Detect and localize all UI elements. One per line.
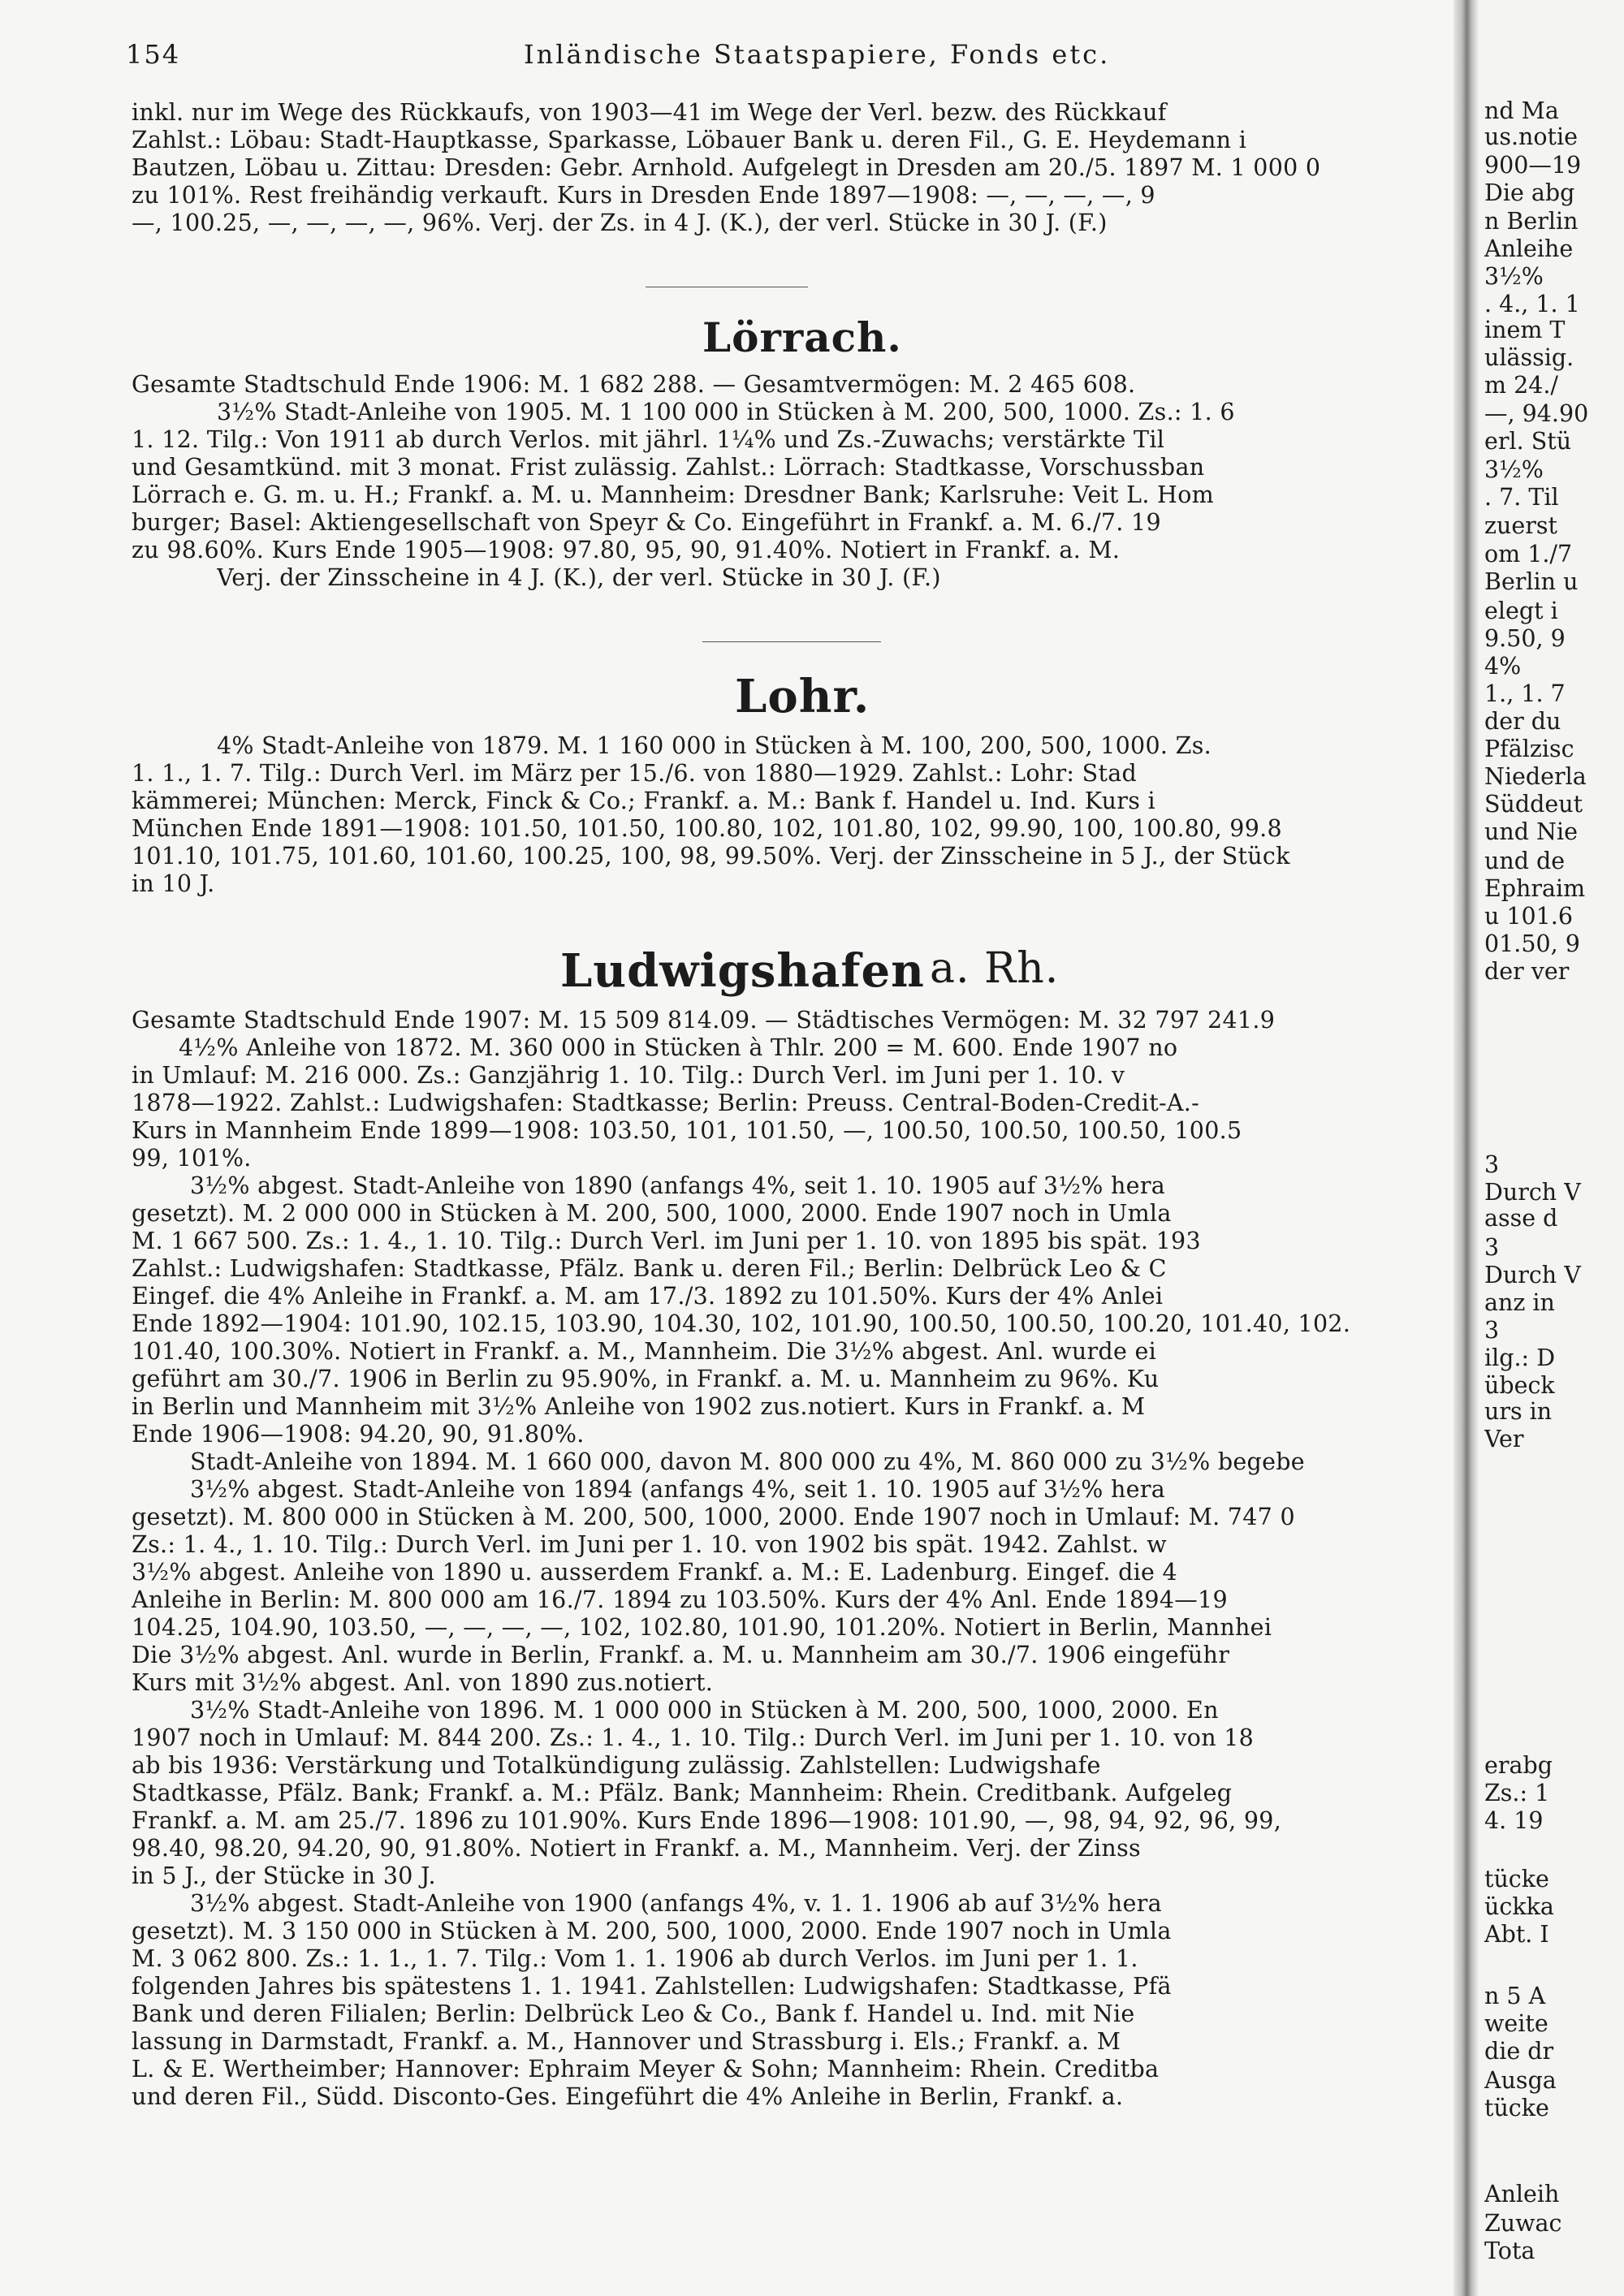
facing-page-fragment: Anleihe <box>1484 235 1574 262</box>
city-heading-loerrach: Lörrach. <box>702 313 902 361</box>
ludwigshafen-line: folgenden Jahres bis spätestens 1. 1. 1941. Zahlstellen: Ludwigshafen: Stadtkasse, Pfä <box>132 1973 1172 2000</box>
city-heading-ludwigshafen: Ludwigshafen <box>560 944 925 998</box>
loerrach-line: und Gesamtkünd. mit 3 monat. Frist zulässig. Zahlst.: Lörrach: Stadtkasse, Vorschussban <box>132 454 1205 481</box>
facing-page-fragment: erl. Stü <box>1484 428 1572 455</box>
facing-page-fragment: der ver <box>1484 958 1570 985</box>
facing-page-fragment: Die abg <box>1484 179 1575 206</box>
facing-page-fragment: zuerst <box>1484 512 1557 539</box>
page-number: 154 <box>126 39 181 70</box>
facing-page-fragment: Zs.: 1 <box>1484 1780 1550 1806</box>
ludwigshafen-line: in Umlauf: M. 216 000. Zs.: Ganzjährig 1. 10. Tilg.: Durch Verl. im Juni per 1. 10. v <box>132 1062 1125 1089</box>
ludwigshafen-line: Gesamte Stadtschuld Ende 1907: M. 15 509 814.09. — Städtisches Vermögen: M. 32 797 241.9 <box>132 1007 1276 1034</box>
facing-page-fragment: tücke <box>1484 2095 1549 2121</box>
loerrach-line: Lörrach e. G. m. u. H.; Frankf. a. M. u. Mannheim: Dresdner Bank; Karlsruhe: Veit L. Hom <box>132 481 1214 508</box>
facing-page-margin <box>1479 0 1624 2296</box>
ludwigshafen-line: 104.25, 104.90, 103.50, —, —, —, —, 102, 102.80, 101.90, 101.20%. Notiert in Berlin, Mannhei <box>132 1614 1272 1641</box>
ludwigshafen-line: Frankf. a. M. am 25./7. 1896 zu 101.90%. Kurs Ende 1896—1908: 101.90, —, 98, 94, 92, 96, 99, <box>132 1807 1282 1834</box>
facing-page-fragment: 9.50, 9 <box>1484 625 1566 652</box>
loerrach-line: Gesamte Stadtschuld Ende 1906: M. 1 682 288. — Gesamtvermögen: M. 2 465 608. <box>132 371 1136 398</box>
ludwigshafen-line: 3½% abgest. Stadt-Anleihe von 1900 (anfangs 4%, v. 1. 1. 1906 ab auf 3½% hera <box>190 1890 1162 1917</box>
ludwigshafen-line: 4½% Anleihe von 1872. M. 360 000 in Stücken à Thlr. 200 = M. 600. Ende 1907 no <box>179 1034 1178 1061</box>
facing-page-fragment: inem T <box>1484 317 1566 343</box>
lohr-line: 101.10, 101.75, 101.60, 101.60, 100.25, 100, 98, 99.50%. Verj. der Zinsscheine in 5 J., der Stück <box>132 843 1290 870</box>
running-header: Inländische Staatspapiere, Fonds etc. <box>524 39 1111 70</box>
ludwigshafen-line: 3½% abgest. Stadt-Anleihe von 1894 (anfangs 4%, seit 1. 10. 1905 auf 3½% hera <box>190 1476 1166 1503</box>
facing-page-fragment: u 101.6 <box>1484 903 1574 930</box>
facing-page-fragment: us.notie <box>1484 123 1578 150</box>
ludwigshafen-line: Zs.: 1. 4., 1. 10. Tilg.: Durch Verl. im Juni per 1. 10. von 1902 bis spät. 1942. Zahlst. w <box>132 1531 1167 1558</box>
ludwigshafen-line: Ende 1892—1904: 101.90, 102.15, 103.90, 104.30, 102, 101.90, 100.50, 100.50, 100.20, 101.40, 102. <box>132 1310 1351 1337</box>
facing-page-fragment: erabg <box>1484 1752 1553 1779</box>
ludwigshafen-line: Die 3½% abgest. Anl. wurde in Berlin, Frankf. a. M. u. Mannheim am 30./7. 1906 eingeführ <box>132 1642 1230 1668</box>
facing-page-fragment: —, 94.90 <box>1484 400 1589 427</box>
facing-page-fragment: Ausga <box>1484 2067 1557 2094</box>
city-heading-lohr: Lohr. <box>735 670 870 723</box>
ludwigshafen-line: 98.40, 98.20, 94.20, 90, 91.80%. Notiert in Frankf. a. M., Mannheim. Verj. der Zinss <box>132 1835 1141 1862</box>
ludwigshafen-line: gesetzt). M. 3 150 000 in Stücken à M. 200, 500, 1000, 2000. Ende 1907 noch in Umla <box>132 1918 1172 1944</box>
ludwigshafen-line: 3½% Stadt-Anleihe von 1896. M. 1 000 000 in Stücken à M. 200, 500, 1000, 2000. En <box>190 1697 1219 1724</box>
facing-page-fragment: . 4., 1. 1 <box>1484 291 1580 317</box>
intro-line: —, 100.25, —, —, —, —, 96%. Verj. der Zs. in 4 J. (K.), der verl. Stücke in 30 J. (F.) <box>132 209 1108 236</box>
facing-page-fragment: m 24./ <box>1484 372 1559 399</box>
ludwigshafen-line: M. 3 062 800. Zs.: 1. 1., 1. 7. Tilg.: Vom 1. 1. 1906 ab durch Verlos. im Juni per 1. 1. <box>132 1945 1138 1972</box>
intro-line: Bautzen, Löbau u. Zittau: Dresden: Gebr. Arnhold. Aufgelegt in Dresden am 20./5. 1897 M. 1 000 0 <box>132 154 1321 181</box>
loerrach-line: burger; Basel: Aktiengesellschaft von Speyr & Co. Eingeführt in Frankf. a. M. 6./7. 19 <box>132 509 1161 536</box>
ludwigshafen-line: Ende 1906—1908: 94.20, 90, 91.80%. <box>132 1421 585 1448</box>
facing-page-fragment: und Nie <box>1484 818 1578 845</box>
facing-page-fragment: 900—19 <box>1484 152 1582 179</box>
facing-page-fragment: asse d <box>1484 1205 1558 1232</box>
lohr-line: in 10 J. <box>132 870 215 897</box>
facing-page-fragment: Ephraim <box>1484 875 1586 902</box>
ludwigshafen-line: Zahlst.: Ludwigshafen: Stadtkasse, Pfälz. Bank u. deren Fil.; Berlin: Delbrück Leo & C <box>132 1255 1167 1282</box>
facing-page-fragment: ilg.: D <box>1484 1344 1556 1371</box>
facing-page-fragment: urs in <box>1484 1398 1553 1425</box>
ludwigshafen-line: ab bis 1936: Verstärkung und Totalkündigung zulässig. Zahlstellen: Ludwigshafe <box>132 1752 1101 1779</box>
ludwigshafen-line: gesetzt). M. 800 000 in Stücken à M. 200, 500, 1000, 2000. Ende 1907 noch in Umlauf: M. 747 0 <box>132 1504 1295 1530</box>
facing-page-fragment: n Berlin <box>1484 208 1579 235</box>
intro-line: zu 101%. Rest freihändig verkauft. Kurs in Dresden Ende 1897—1908: —, —, —, —, 9 <box>132 182 1155 209</box>
ludwigshafen-line: Stadtkasse, Pfälz. Bank; Frankf. a. M.: Pfälz. Bank; Mannheim: Rhein. Creditbank. Aufgeleg <box>132 1780 1233 1806</box>
lohr-line: kämmerei; München: Merck, Finck & Co.; Frankf. a. M.: Bank f. Handel u. Ind. Kurs i <box>132 788 1155 814</box>
facing-page-fragment: Ver <box>1484 1426 1524 1452</box>
ludwigshafen-line: und deren Fil., Südd. Disconto-Ges. Eingeführt die 4% Anleihe in Berlin, Frankf. a. <box>132 2083 1124 2110</box>
facing-page-fragment: 4. 19 <box>1484 1807 1544 1834</box>
facing-page-fragment: Abt. I <box>1484 1921 1549 1948</box>
facing-page-fragment: der du <box>1484 708 1561 735</box>
intro-line: Zahlst.: Löbau: Stadt-Hauptkasse, Sparkasse, Löbauer Bank u. deren Fil., G. E. Heydemann i <box>132 127 1247 153</box>
ludwigshafen-line: 101.40, 100.30%. Notiert in Frankf. a. M., Mannheim. Die 3½% abgest. Anl. wurde ei <box>132 1338 1157 1365</box>
ludwigshafen-line: geführt am 30./7. 1906 in Berlin zu 95.90%, in Frankf. a. M. u. Mannheim zu 96%. Ku <box>132 1366 1160 1392</box>
facing-page-fragment: ulässig. <box>1484 344 1574 371</box>
facing-page-fragment: 1., 1. 7 <box>1484 680 1566 707</box>
ludwigshafen-line: Anleihe in Berlin: M. 800 000 am 16./7. 1894 zu 103.50%. Kurs der 4% Anl. Ende 1894—19 <box>132 1586 1228 1613</box>
facing-page-fragment: Durch V <box>1484 1179 1581 1206</box>
facing-page-fragment: anz in <box>1484 1289 1555 1316</box>
facing-page-fragment: Süddeut <box>1484 791 1583 818</box>
ludwigshafen-line: 3½% abgest. Stadt-Anleihe von 1890 (anfangs 4%, seit 1. 10. 1905 auf 3½% hera <box>190 1172 1166 1199</box>
facing-page-fragment: nd Ma <box>1484 97 1559 124</box>
facing-page-fragment: . 7. Til <box>1484 484 1559 511</box>
facing-page-fragment: Berlin u <box>1484 568 1579 595</box>
facing-page-fragment: 3½% <box>1484 263 1544 290</box>
facing-page-fragment: tücke <box>1484 1866 1549 1892</box>
ludwigshafen-line: gesetzt). M. 2 000 000 in Stücken à M. 200, 500, 1000, 2000. Ende 1907 noch in Umla <box>132 1200 1172 1227</box>
lohr-line: München Ende 1891—1908: 101.50, 101.50, 100.80, 102, 101.80, 102, 99.90, 100, 100.80, 99.8 <box>132 815 1282 842</box>
ludwigshafen-line: 99, 101%. <box>132 1145 252 1172</box>
ludwigshafen-line: in Berlin und Mannheim mit 3½% Anleihe von 1902 zus.notiert. Kurs in Frankf. a. M <box>132 1393 1146 1420</box>
facing-page-fragment: 3 <box>1484 1317 1500 1344</box>
facing-page-fragment: 3 <box>1484 1234 1500 1261</box>
loerrach-line: zu 98.60%. Kurs Ende 1905—1908: 97.80, 95, 90, 91.40%. Notiert in Frankf. a. M. <box>132 537 1121 563</box>
ludwigshafen-line: Bank und deren Filialen; Berlin: Delbrück Leo & Co., Bank f. Handel u. Ind. mit Nie <box>132 2000 1135 2027</box>
loerrach-line: 1. 12. Tilg.: Von 1911 ab durch Verlos. mit jährl. 1¼% und Zs.-Zuwachs; verstärkte Til <box>132 426 1165 453</box>
ludwigshafen-line: in 5 J., der Stücke in 30 J. <box>132 1862 436 1889</box>
facing-page-fragment: n 5 A <box>1484 1983 1546 2009</box>
facing-page-fragment: Niederla <box>1484 763 1587 790</box>
facing-page-fragment: Anleih <box>1484 2181 1560 2208</box>
ludwigshafen-line: Stadt-Anleihe von 1894. M. 1 660 000, davon M. 800 000 zu 4%, M. 860 000 zu 3½% begebe <box>190 1448 1305 1475</box>
loerrach-line: 3½% Stadt-Anleihe von 1905. M. 1 100 000 in Stücken à M. 200, 500, 1000. Zs.: 1. 6 <box>217 399 1235 425</box>
ludwigshafen-line: lassung in Darmstadt, Frankf. a. M., Hannover und Strassburg i. Els.; Frankf. a. M <box>132 2028 1121 2055</box>
facing-page-fragment: 4% <box>1484 653 1522 680</box>
loerrach-line: Verj. der Zinsscheine in 4 J. (K.), der verl. Stücke in 30 J. (F.) <box>217 564 941 591</box>
facing-page-fragment: Zuwac <box>1484 2210 1562 2237</box>
facing-page-fragment: om 1./7 <box>1484 541 1573 568</box>
facing-page-fragment: Pfälzisc <box>1484 736 1574 762</box>
ludwigshafen-line: M. 1 667 500. Zs.: 1. 4., 1. 10. Tilg.: Durch Verl. im Juni per 1. 10. von 1895 bis spät. 193 <box>132 1228 1201 1254</box>
facing-page-fragment: elegt i <box>1484 598 1558 624</box>
book-gutter <box>1453 0 1478 2296</box>
ludwigshafen-line: 1907 noch in Umlauf: M. 844 200. Zs.: 1. 4., 1. 10. Tilg.: Durch Verl. im Juni per 1. 10. von 18 <box>132 1724 1255 1751</box>
facing-page-fragment: weite <box>1484 2010 1548 2037</box>
ludwigshafen-line: 3½% abgest. Anleihe von 1890 u. ausserdem Frankf. a. M.: E. Ladenburg. Eingef. die 4 <box>132 1559 1177 1586</box>
intro-line: inkl. nur im Wege des Rückkaufs, von 1903—41 im Wege der Verl. bezw. des Rückkauf <box>132 99 1167 126</box>
facing-page-fragment: übeck <box>1484 1372 1555 1399</box>
ludwigshafen-line: L. & E. Wertheimber; Hannover: Ephraim Meyer & Sohn; Mannheim: Rhein. Creditba <box>132 2056 1160 2082</box>
ludwigshafen-line: Kurs in Mannheim Ende 1899—1908: 103.50, 101, 101.50, —, 100.50, 100.50, 100.50, 100.5 <box>132 1117 1242 1144</box>
ludwigshafen-line: Eingef. die 4% Anleihe in Frankf. a. M. am 17./3. 1892 zu 101.50%. Kurs der 4% Anlei <box>132 1283 1164 1310</box>
section-divider <box>702 641 881 642</box>
ludwigshafen-line: Kurs mit 3½% abgest. Anl. von 1890 zus.notiert. <box>132 1669 714 1696</box>
lohr-line: 4% Stadt-Anleihe von 1879. M. 1 160 000 in Stücken à M. 100, 200, 500, 1000. Zs. <box>217 732 1212 759</box>
facing-page-fragment: 3 <box>1484 1151 1500 1178</box>
ludwigshafen-line: 1878—1922. Zahlst.: Ludwigshafen: Stadtkasse; Berlin: Preuss. Central-Boden-Credit-A.- <box>132 1090 1200 1116</box>
facing-page-fragment: 01.50, 9 <box>1484 930 1580 957</box>
facing-page-fragment: Durch V <box>1484 1262 1581 1288</box>
facing-page-fragment: die dr <box>1484 2038 1554 2065</box>
facing-page-fragment: und de <box>1484 848 1566 874</box>
lohr-line: 1. 1., 1. 7. Tilg.: Durch Verl. im März per 15./6. von 1880—1929. Zahlst.: Lohr: Stad <box>132 760 1138 787</box>
facing-page-fragment: ückka <box>1484 1893 1554 1920</box>
facing-page-fragment: Tota <box>1484 2238 1535 2264</box>
city-heading-suffix: a. Rh. <box>930 944 1060 993</box>
facing-page-fragment: 3½% <box>1484 456 1544 483</box>
